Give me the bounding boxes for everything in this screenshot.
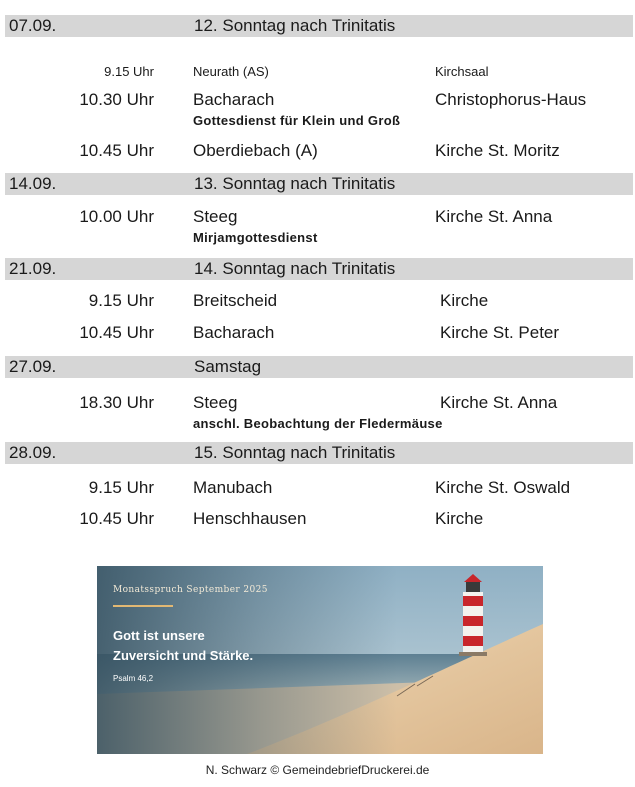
service-place: Steeg: [193, 393, 238, 412]
service-venue: Kirche St. Oswald: [435, 478, 571, 497]
service-time: 10.30 Uhr: [79, 90, 154, 109]
monthly-verse-banner: [97, 566, 543, 754]
banner-verse: [113, 626, 333, 666]
service-venue: Kirchsaal: [435, 64, 489, 79]
date-band: [5, 258, 633, 280]
service-venue: Kirche St. Anna: [440, 393, 558, 412]
date-band: [5, 356, 633, 378]
service-row: [0, 207, 635, 231]
liturgical-day: 15. Sonntag nach Trinitatis: [194, 443, 396, 462]
service-row: [0, 393, 635, 417]
service-date: 21.09.: [9, 259, 57, 278]
service-date: 28.09.: [9, 443, 57, 462]
service-place: Steeg: [193, 207, 238, 226]
service-row: [0, 291, 635, 315]
service-time: 9.15 Uhr: [88, 291, 154, 310]
service-time: 9.15 Uhr: [104, 64, 154, 79]
service-venue: Kirche: [435, 509, 484, 528]
liturgical-day: 13. Sonntag nach Trinitatis: [194, 174, 396, 193]
service-row: [0, 90, 635, 114]
date-band: [5, 442, 633, 464]
liturgical-day: 12. Sonntag nach Trinitatis: [194, 16, 396, 35]
service-note: Mirjamgottesdienst: [193, 230, 318, 245]
service-time: 9.15 Uhr: [88, 478, 154, 497]
service-venue: Christophorus-Haus: [435, 90, 587, 109]
verse-line: Zuversicht und Stärke.: [113, 648, 254, 663]
service-time: 10.00 Uhr: [79, 207, 154, 226]
service-place: Bacharach: [193, 90, 275, 109]
liturgical-day: Samstag: [194, 357, 262, 376]
service-venue: Kirche St. Peter: [440, 323, 560, 342]
service-time: 10.45 Uhr: [79, 141, 154, 160]
service-time: 10.45 Uhr: [79, 323, 154, 342]
service-venue: Kirche St. Anna: [435, 207, 553, 226]
service-note: Gottesdienst für Klein und Groß: [193, 113, 401, 128]
service-venue: Kirche St. Moritz: [435, 141, 560, 160]
service-row: [0, 62, 635, 86]
service-place: Manubach: [193, 478, 273, 497]
service-place: Bacharach: [193, 323, 275, 342]
service-row: [0, 478, 635, 502]
date-band: [5, 173, 633, 195]
service-date: 07.09.: [9, 16, 57, 35]
service-place: Henschhausen: [193, 509, 307, 528]
service-note: anschl. Beobachtung der Fledermäuse: [193, 416, 443, 431]
service-place: Breitscheid: [193, 291, 278, 310]
banner-divider: [113, 605, 173, 607]
date-band: [5, 15, 633, 37]
service-row: [0, 323, 635, 347]
verse-reference: Psalm 46,2: [113, 674, 154, 683]
service-venue: Kirche: [440, 291, 489, 310]
banner-heading: Monatsspruch September 2025: [113, 585, 268, 595]
service-row: [0, 509, 635, 533]
service-time: 18.30 Uhr: [79, 393, 154, 412]
service-place: Neurath (AS): [193, 64, 269, 79]
service-date: 27.09.: [9, 357, 57, 376]
service-date: 14.09.: [9, 174, 57, 193]
verse-line: Gott ist unsere: [113, 628, 205, 643]
liturgical-day: 14. Sonntag nach Trinitatis: [194, 259, 396, 278]
service-place: Oberdiebach (A): [193, 141, 318, 160]
image-credit: N. Schwarz © GemeindebriefDruckerei.de: [205, 763, 430, 777]
service-time: 10.45 Uhr: [79, 509, 154, 528]
service-row: [0, 141, 635, 165]
